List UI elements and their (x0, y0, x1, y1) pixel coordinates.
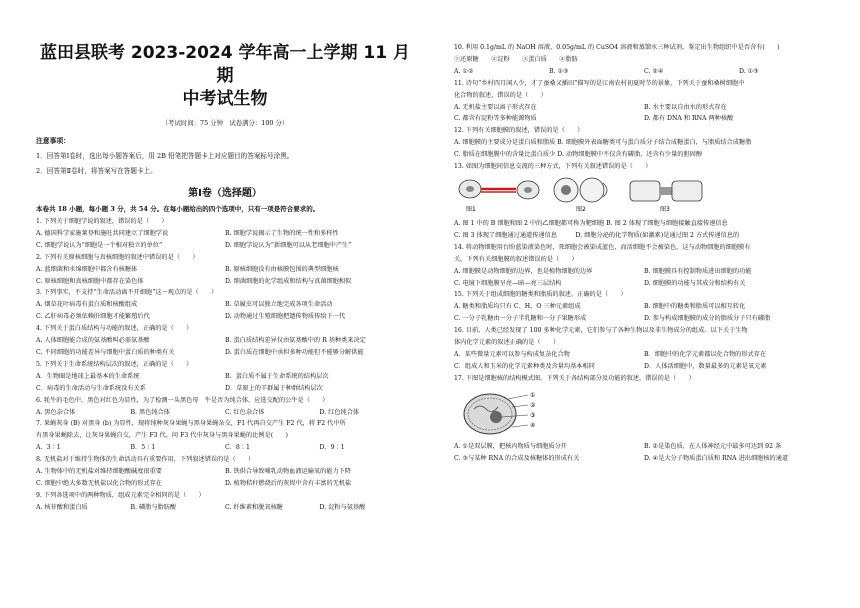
notice-heading: 注意事项： (36, 137, 70, 145)
option-text: B．5∶1 (130, 444, 156, 452)
question-line: 7. 果蝇灰身 (B) 对黑身 (b) 为显性，现将纯种灰身果蝇与黑身果蝇杂交，F1 代再自交产生 F2 代，将 F2 代中所 (36, 420, 346, 428)
right-question-list-top (454, 42, 834, 173)
option-text: C. 纤维素和脱氧核糖 (225, 503, 283, 511)
option-text: A. 无机盐主要以离子形式存在 (454, 103, 537, 111)
option-row (454, 266, 834, 278)
figure-13-diagram-1 (456, 175, 542, 215)
figure-17-nucleus (456, 387, 834, 437)
option-text: C. 细胞中绝大多数无机盐以化合物的形式存在 (36, 479, 163, 487)
option-row (36, 502, 414, 514)
option-text: C. ②④ (644, 67, 664, 75)
option-row (454, 361, 834, 373)
option-text: A. 细胞膜是动物细胞的边界，也是植物细胞的边界 (454, 267, 593, 275)
option-row (36, 264, 414, 276)
option-row (454, 66, 834, 78)
question-line: 化合物的叙述，错误的是（ ） (454, 91, 547, 99)
option-text: C．组成人和玉米的化学元素种类及含量均基本相同 (454, 362, 595, 370)
question-line: 12. 下列有关细胞膜的叙述，错误的是（ ） (454, 127, 584, 135)
option-text: B. 细胞学说揭示了生物的统一性和多样性 (225, 229, 339, 237)
option-text: B. 黑色纯合体 (130, 408, 170, 416)
question-line: A. 细胞膜的主要成分是蛋白质和脂质 B. 细胞膜外表面糖类可与蛋白质分子结合成糖蛋白，与脂质结合成糖脂 (454, 139, 752, 147)
option-text: C. 细胞学说认为“细胞是一个相对独立的单位” (36, 241, 163, 249)
option-text: C. 乙肝病毒必须依赖肝细胞才能繁殖后代 (36, 313, 150, 321)
figure-17-diagram (456, 387, 576, 437)
option-text: D．9∶1 (319, 444, 345, 452)
option-text: C. 原核细胞和真核细胞中都存在染色体 (36, 277, 144, 285)
option-row (36, 347, 414, 359)
question-line: A. 图 1 中的 B 细胞和图 2 中的乙细胞都可称为靶细胞 B. 图 2 体现了细胞与细胞接触直接传递信息 (454, 219, 728, 227)
figure-13-label-3: 图3 (660, 205, 670, 213)
option-text: D. 参与构成细胞膜的成分的脂质分子只有磷脂 (644, 315, 771, 323)
question-line: 体内化学元素的叙述正确的是（ ） (454, 339, 560, 347)
question-line: 16. 目前，人类已经发现了 100 多种化学元素，它们参与了各种生物以及非生物成分的组成。以下关于生物 (454, 327, 748, 335)
page-title-line2: 中考试生物 (182, 89, 268, 109)
notice-item-1: 1．回答第Ⅰ卷时，选出每小题答案后，用 2B 铅笔把答题卡上对应题目的答案标号涂黑。 (36, 152, 294, 160)
option-text: A. 德国科学家施莱登和施旺共同建立了细胞学说 (36, 229, 169, 237)
question-line: 6. 牦牛的毛色中，黑色对红色为显性，为了检测一头黑色母 牛是否为纯合体，应选交配的公牛是（ ） (36, 396, 329, 404)
page-title-line1: 蓝田县联考 2023-2024 学年高一上学期 11 月期 (39, 43, 410, 86)
section-title: 第Ⅰ卷（选择题） (188, 188, 262, 199)
option-text: B. 细胞膜具有控制物质进出细胞的功能 (644, 267, 752, 275)
option-text: A. 糖类和脂质均只有 C、H、O 三种元素组成 (454, 303, 581, 311)
question-line: C. 图 3 体现了细胞通过通道传递信息 D. 细胞分泌的化学物质(如激素)是通过图 2 方式传递信息的 (454, 231, 740, 239)
option-text: C. 一分子乳糖由一分子半乳糖和一分子果糖形成 (454, 315, 587, 323)
question-line: 8. 无机盐对于维持生物体的生命活动具有重要作用，下列叙述错误的是（ ） (36, 456, 255, 464)
option-text: D. 红色纯合体 (319, 408, 360, 416)
option-text: A. 烟草花叶病毒有蛋白质和核酸组成 (36, 301, 138, 309)
option-text: C．病毒的生命活动与生命系统没有关系 (36, 384, 146, 392)
figure-13-cell-signaling (456, 174, 834, 216)
question-line: 17. 下图是细胞核的结构模式图。下列关于各结构部分及功能的叙述，错误的是（ ） (454, 374, 695, 382)
option-text: A. 蓝细菌和水绵细胞中都含有核糖体 (36, 265, 138, 273)
option-text: B. 草履虫可以独立地完成各项生命活动 (225, 301, 333, 309)
figure-13-label-2: 图2 (576, 205, 586, 213)
left-question-list (36, 216, 414, 514)
option-text: B. 磷脂与脂肪酸 (130, 503, 177, 511)
option-row (36, 335, 414, 347)
option-text: A．某些微量元素可以参与构成复杂化合物 (454, 350, 570, 358)
option-row (36, 371, 414, 383)
option-text: A．生物圈是地球上最基本的生命系统 (36, 372, 140, 380)
figure-17-label-2: ② (530, 401, 536, 409)
right-question-list-mid (454, 218, 834, 385)
option-row (36, 240, 414, 252)
option-text: D. 蛋白质在细胞中承担多种功能但不能够分解供能 (225, 348, 364, 356)
question-line: 11. 诗句“乡村四月闲人少，才了蚕桑又插田”描写的是江南农村初夏时节的景象。下列关于蚕和桑树细胞中 (454, 79, 745, 87)
right-question-list-bottom (454, 441, 834, 465)
option-text: D. ①③ (739, 67, 759, 75)
question-line: ①还原糖 ②淀粉 ③蛋白质 ④脂肪 (454, 55, 578, 63)
option-text: A. 生物体中的无机盐对维持细胞酸碱度很重要 (36, 468, 162, 476)
option-text: B．细胞中的化学元素都以化合物的形式存在 (644, 350, 767, 358)
question-line: 2. 下列有关原核细胞与真核细胞的叙述中错误的是（ ） (36, 253, 199, 261)
exam-meta: （考试时间：75 分钟 试卷满分：100 分） (161, 119, 289, 127)
option-row (36, 311, 414, 323)
option-row (36, 442, 414, 454)
question-line: C. 脂质在细胞膜中的含量比蛋白质少 D. 动物细胞膜中不仅含有磷脂，还含有少量的胆固醇 (454, 151, 703, 159)
option-row (36, 407, 414, 419)
figure-13-label-1: 图1 (466, 205, 476, 213)
option-text: A. ①② (454, 67, 474, 75)
question-line: 13. 如图为细胞间信息交流的三种方式，下列有关叙述错误的是（ ） (454, 163, 652, 171)
question-line: 14. 将动物细胞用台盼蓝染液染色时，死细胞会被染成蓝色，而活细胞不会被染色，这与动物细胞的细胞膜有 (454, 243, 751, 251)
figure-17-label-3: ③ (530, 411, 536, 419)
option-row (454, 313, 834, 325)
option-text: B. 水主要以自由水的形式存在 (644, 103, 727, 111)
question-line: 4. 下列关于蛋白质结构与功能的叙述，正确的是（ ） (36, 325, 193, 333)
option-text: A. ①是双层膜，把核内物质与细胞质分开 (454, 442, 567, 450)
question-line: 有黑身果蝇除去，让灰身果蝇自交，产生 F3 代。问 F3 代中灰身与黑身果蝇的比例是( ) (36, 432, 288, 440)
question-line: 关。下列有关细胞膜的叙述错误的是（ ） (454, 255, 578, 263)
option-text: D. 细胞膜的功能与其成分和结构有关 (644, 279, 746, 287)
section-instruction: 本卷共 18 小题，每小题 3 分，共 54 分。在每小题给出的四个选项中，只有一项是符合要求的。 (36, 205, 320, 213)
option-text: A．3∶1 (36, 444, 61, 452)
option-text: C. 红色杂合体 (225, 408, 265, 416)
figure-17-label-4: ④ (530, 421, 536, 429)
option-text: B. 细胞中的糖类和脂质可以相互转化 (644, 303, 746, 311)
option-text: B. 铁供合导致哺乳动物血液运输氧的能力下降 (225, 468, 352, 476)
right-column (454, 42, 834, 464)
option-row (36, 383, 414, 395)
option-text: C．8∶1 (225, 444, 250, 452)
question-line: 15. 下列关于组成细胞的糖类和脂质的叙述，正确的是（ ） (454, 291, 627, 299)
option-row (454, 278, 834, 290)
option-text: B. ①③ (549, 67, 569, 75)
figure-13-diagram-3 (626, 175, 708, 215)
option-text: A. 黑色杂合体 (36, 408, 76, 416)
option-text: D. 细胞学说认为“新细胞可以从老细胞中产生” (225, 241, 352, 249)
option-text: D. 都有 DNA 和 RNA 两种核酸 (644, 115, 734, 123)
option-text: B. 原核细胞没有由核膜包围的典型细胞核 (225, 265, 339, 273)
option-row (454, 102, 834, 114)
option-row (36, 276, 414, 288)
option-text: D. 植物秸秆燃烧后的灰烬中含有丰富的无机盐 (225, 479, 352, 487)
left-column (36, 42, 414, 514)
option-text: A. 核苷酸和蛋白质 (36, 503, 88, 511)
option-text: B．蛋白质不属于生命系统的结构层次 (225, 372, 329, 380)
question-line: 9. 下列各选项中的两种物质，组成元素完全相同的是（ ） (36, 491, 205, 499)
option-text: B. ②是染色质，在人体神经元中最多可达到 92 条 (644, 442, 782, 450)
option-row (36, 466, 414, 478)
option-text: D. 细菌细胞的化学组成和结构与真菌细胞相似 (225, 277, 352, 285)
question-line: 10. 利用 0.1g/mL 的 NaOH 溶液、0.05g/mL 的 CuSO4 溶液和蒸馏水三种试剂，鉴定出生物组织中是否含有( ) (454, 44, 780, 51)
option-row (454, 113, 834, 125)
option-row (36, 228, 414, 240)
option-row (454, 453, 834, 465)
option-text: D. ④是大分子物质蛋白质和 RNA 进出细胞核的通道 (644, 454, 789, 462)
notice-item-2: 2．回答第Ⅱ卷时，将答案写在答题卡上。 (36, 167, 157, 175)
option-row (454, 301, 834, 313)
option-row (454, 349, 834, 361)
option-text: C. 电镜下细胞膜呈亮—暗—亮三层结构 (454, 279, 562, 287)
option-text: C. ③与某种 RNA 的合成及核糖体的形成有关 (454, 454, 580, 462)
option-text: B. 蛋白质结构差异仅由氨基酸中的 R 基种类来决定 (225, 337, 366, 345)
figure-13-diagram-2 (548, 175, 620, 215)
question-line: 5. 下列关于生命系统结构层次的叙述，正确的是（ ） (36, 360, 193, 368)
option-text: D．草原上的羊群属于种群结构层次 (225, 384, 323, 392)
figure-17-label-1: ① (530, 391, 536, 399)
option-row (36, 478, 414, 490)
option-text: D. 动物通过生殖细胞把遗传物质传给下一代 (225, 313, 346, 321)
option-text: C. 都含有淀粉等多种能源物质 (454, 115, 537, 123)
question-line: 3. 下列事实，不支持“生命活动离不开细胞”这一观点的是（ ） (36, 289, 218, 297)
option-row (36, 299, 414, 311)
option-text: C. 不同细胞的功能差异与细胞中蛋白质的种类有关 (36, 348, 175, 356)
option-row (454, 441, 834, 453)
option-text: D. 淀粉与氨基酸 (319, 503, 366, 511)
question-line: 1. 下列关于细胞学说的叙述，错误的是（ ） (36, 218, 168, 225)
option-text: A. 人体细胞能合成的氨基酸叫必需氨基酸 (36, 337, 150, 345)
option-text: D．人体活细胞中，数量最多的元素是氧元素 (644, 362, 767, 370)
